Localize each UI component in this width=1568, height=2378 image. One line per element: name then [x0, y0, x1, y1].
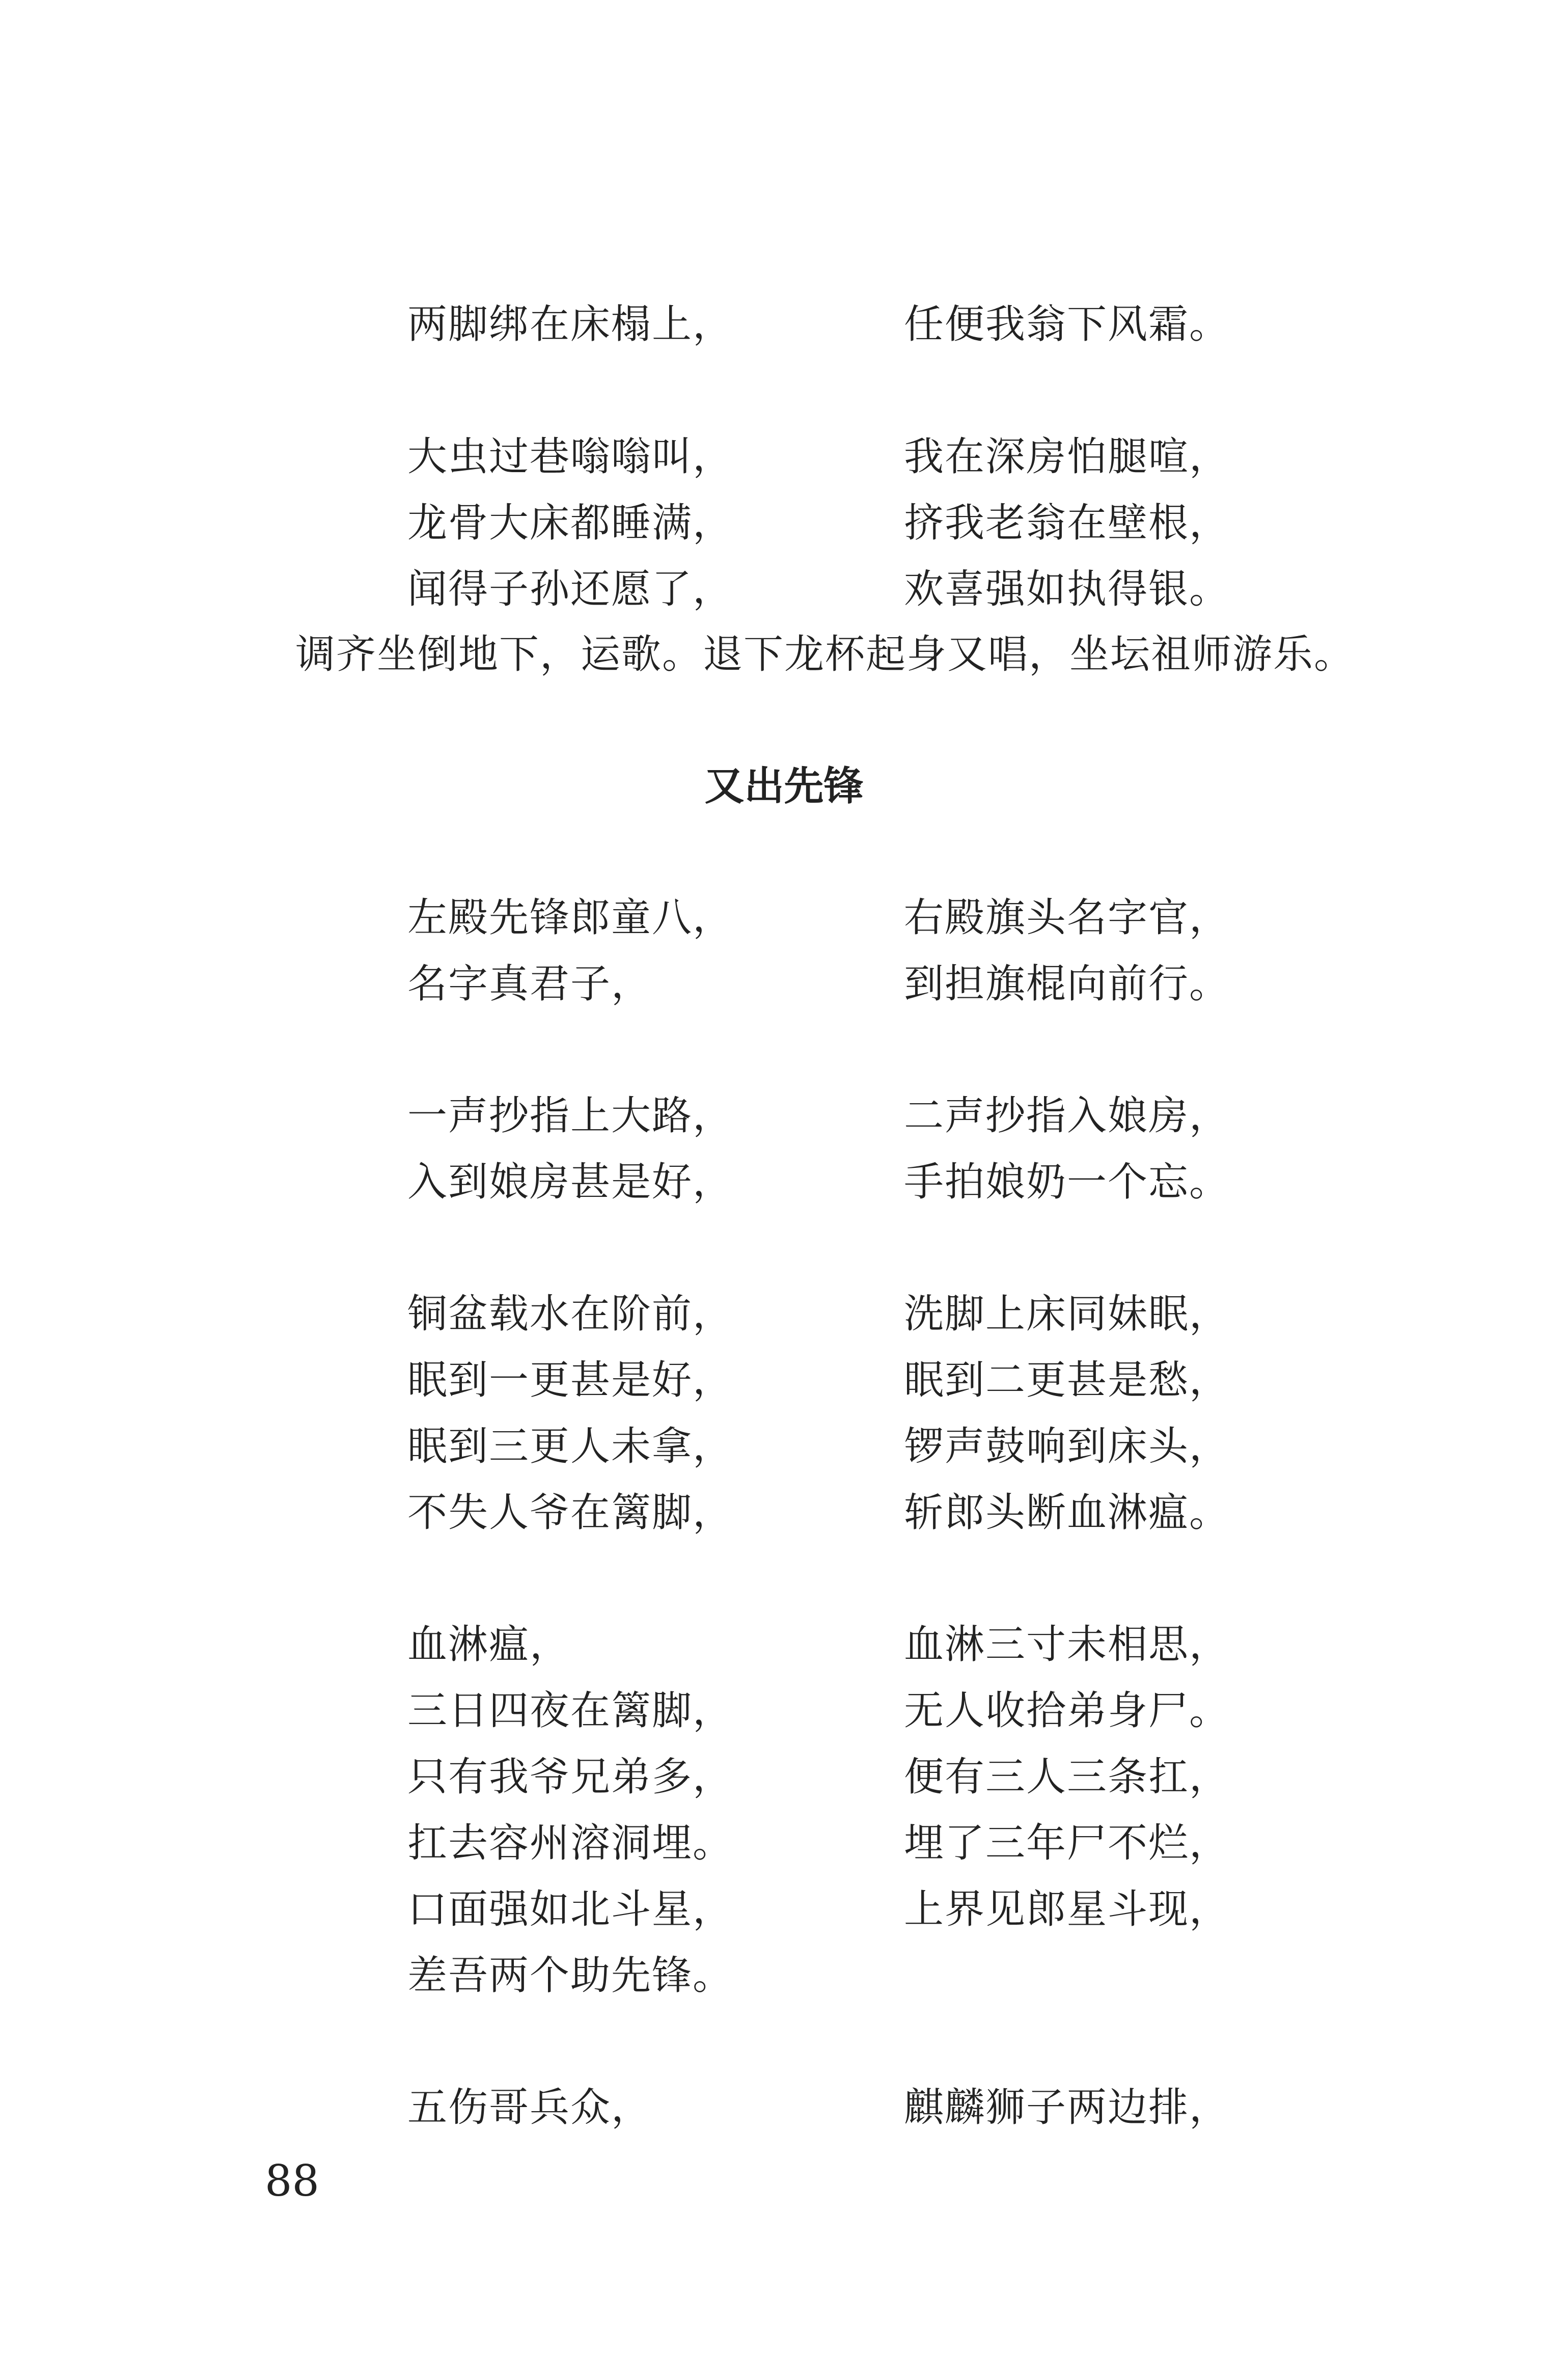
verse-line-left: 只有我爷兄弟多， [407, 1754, 734, 1800]
verse-line-left: 铜盆载水在阶前， [407, 1291, 734, 1337]
verse-line-left: 血淋瘟， [407, 1622, 571, 1668]
verse-line-left: 扛去容州溶洞埋。 [407, 1820, 734, 1866]
verse-line-left: 两脚绑在床榻上， [407, 302, 734, 347]
verse-line-right: 斩郎头断血淋瘟。 [904, 1490, 1230, 1536]
verse-line-right: 便有三人三条扛， [904, 1754, 1230, 1800]
verse-line-left: 三日四夜在篱脚， [407, 1688, 734, 1734]
verse-line-right: 到担旗棍向前行。 [904, 961, 1230, 1007]
verse-line-left: 一声抄指上大路， [407, 1093, 734, 1139]
verse-line-left: 眠到一更甚是好， [407, 1357, 734, 1403]
verse-line-left: 入到娘房甚是好， [407, 1159, 734, 1205]
verse-line-left: 名字真君子， [407, 961, 652, 1007]
verse-line-right: 右殿旗头名字官， [904, 895, 1230, 941]
verse-line-right: 眠到二更甚是愁， [904, 1357, 1230, 1403]
verse-line-right: 欢喜强如执得银。 [904, 566, 1230, 612]
verse-line-right: 二声抄指入娘房， [904, 1093, 1230, 1139]
verse-line-left: 五伤哥兵众， [407, 2085, 652, 2130]
verse-line-right: 洗脚上床同妹眠， [904, 1291, 1230, 1337]
verse-line-right: 挤我老翁在壁根， [904, 500, 1230, 546]
verse-line-right: 手拍娘奶一个忘。 [904, 1159, 1230, 1205]
verse-line-left: 左殿先锋郎童八， [407, 895, 734, 941]
verse-line-left: 口面强如北斗星， [407, 1887, 734, 1932]
verse-line-left: 差吾两个助先锋。 [407, 1953, 734, 1999]
verse-line-right: 无人收拾弟身尸。 [904, 1688, 1230, 1734]
verse-line-left: 不失人爷在篱脚， [407, 1490, 734, 1536]
verse-line-right: 上界见郎星斗现， [904, 1887, 1230, 1932]
verse-line-right: 埋了三年尸不烂， [904, 1820, 1230, 1866]
verse-line-right: 我在深房怕腿喧， [904, 434, 1230, 480]
prose-instruction: 调齐坐倒地下，运歌。退下龙杯起身又唱，坐坛祖师游乐。 [295, 632, 1355, 677]
verse-line-left: 眠到三更人未拿， [407, 1424, 734, 1469]
verse-line-right: 血淋三寸未相思， [904, 1622, 1230, 1668]
page-number: 88 [265, 2156, 319, 2206]
verse-line-left: 龙骨大床都睡满， [407, 500, 734, 546]
verse-line-right: 麒麟狮子两边排， [904, 2085, 1230, 2130]
verse-line-right: 任便我翁下风霜。 [904, 302, 1230, 347]
verse-line-right: 锣声鼓响到床头， [904, 1424, 1230, 1469]
section-title: 又出先锋 [704, 763, 864, 809]
verse-line-left: 闻得子孙还愿了， [407, 566, 734, 612]
verse-line-left: 大虫过巷嗡嗡叫， [407, 434, 734, 480]
